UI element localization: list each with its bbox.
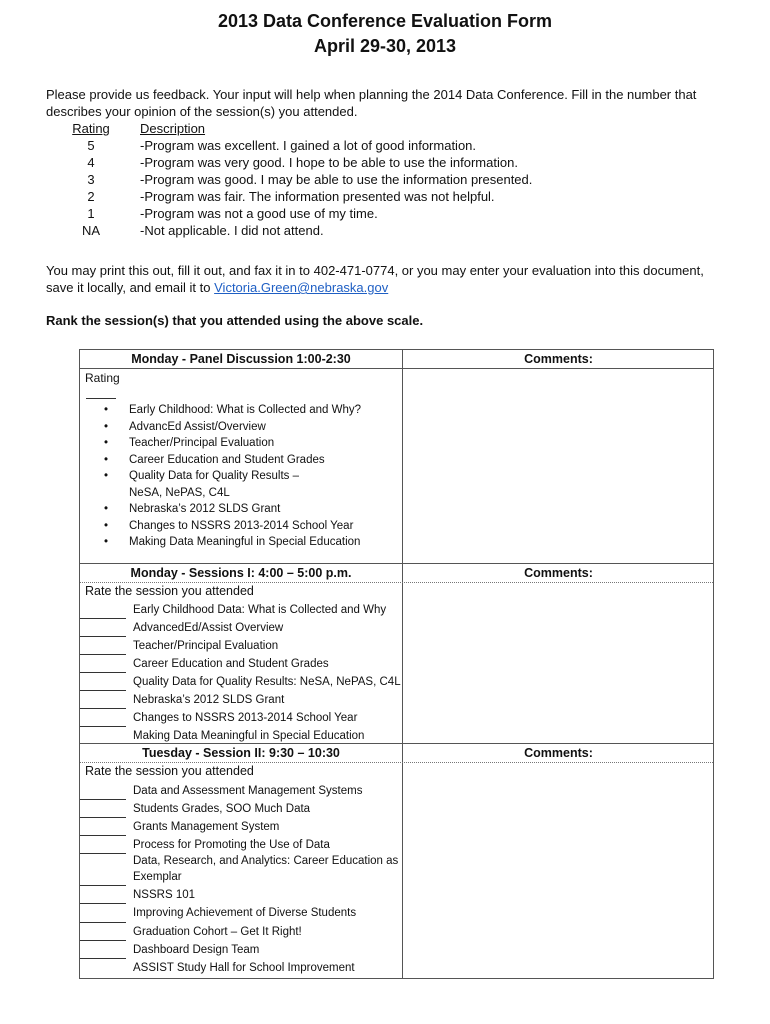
session-item: Nebraska’s 2012 SLDS Grant [133,694,285,706]
list-item: • Nebraska’s 2012 SLDS Grant [104,503,281,515]
rating-blank[interactable] [80,618,126,619]
scale-rating: 4 [87,155,95,170]
panel-topic-list [80,402,361,551]
scale-desc: -Program was excellent. I gained a lot of good information. [140,138,477,153]
session-item: Early Childhood Data: What is Collected and Why [133,604,387,616]
scale-row [46,188,532,205]
panel-rating-blank[interactable] [86,398,116,399]
scale-desc: -Program was good. I may be able to use the information presented. [140,172,533,187]
description-header: Description [140,121,206,136]
scale-row [46,154,532,171]
fax-line-2 [46,279,736,296]
session-item: NSSRS 101 [133,889,196,901]
scale-row [46,137,532,154]
scale-rating: 5 [87,138,95,153]
scale-row [46,205,532,222]
rating-blank[interactable] [80,885,126,886]
submission-instructions [46,262,736,296]
rating-blank[interactable] [80,708,126,709]
scale-row [46,171,532,188]
session-item: AdvancedEd/Assist Overview [133,622,284,634]
scale-desc: -Program was fair. The information presented was not helpful. [140,189,495,204]
session-item: Quality Data for Quality Results: NeSA, NePAS, C4L [133,676,401,688]
scale-rating: NA [81,223,101,238]
session-item-cont: Exemplar [133,871,182,883]
rating-blank[interactable] [80,690,126,691]
scale-desc: -Not applicable. I did not attend. [140,223,324,238]
session2-rate-label: Rate the session you attended [85,764,254,778]
scale-desc: -Program was very good. I hope to be able to use the information. [140,155,518,170]
scale-desc: -Program was not a good use of my time. [140,206,378,221]
list-item: • Early Childhood: What is Collected and Why? [104,404,362,416]
session1-rate-label: Rate the session you attended [85,584,254,598]
rating-blank[interactable] [80,672,126,673]
session-item: Teacher/Principal Evaluation [133,640,279,652]
comments-heading: Comments: [524,746,593,760]
form-date: April 29-30, 2013 [313,36,457,56]
session2-heading: Tuesday - Session II: 9:30 – 10:30 [142,746,340,760]
rating-blank[interactable] [80,922,126,923]
list-item: • Career Education and Student Grades [104,453,325,466]
session-item: Career Education and Student Grades [133,658,329,670]
session-item: Changes to NSSRS 2013-2014 School Year [133,712,358,724]
intro-line-2: describes your opinion of the session(s) you attended. [46,104,358,119]
comments-heading: Comments: [524,566,593,580]
session-item: Data and Assessment Management Systems [133,785,363,797]
rating-blank[interactable] [80,817,126,818]
session1-heading: Monday - Sessions I: 4:00 – 5:00 p.m. [130,566,352,580]
rank-instruction: Rank the session(s) that you attended using the above scale. [46,313,424,328]
list-item: • Teacher/Principal Evaluation [104,437,275,449]
panel-heading: Monday - Panel Discussion 1:00-2:30 [131,352,351,366]
session-item: Making Data Meaningful in Special Education [133,730,365,742]
rating-blank[interactable] [80,835,126,836]
scale-rating: 2 [87,189,95,204]
scale-rating: 3 [87,172,95,187]
evaluation-table [79,349,714,979]
rating-blank[interactable] [80,853,126,854]
rating-header: Rating [72,121,110,136]
session-item: Process for Promoting the Use of Data [133,839,330,851]
rating-blank[interactable] [80,799,126,800]
session-item: Data, Research, and Analytics: Career Education as [133,855,399,867]
list-item: • AdvancEd Assist/Overview [104,420,266,433]
rating-blank[interactable] [80,654,126,655]
scale-row [46,222,532,239]
list-item: • Quality Data for Quality Results – NeSA, NePAS, C4L [104,470,300,499]
rating-blank[interactable] [80,903,126,904]
form-title: 2013 Data Conference Evaluation Form [217,11,553,31]
session-item: Graduation Cohort – Get It Right! [133,926,302,938]
session-item: ASSIST Study Hall for School Improvement [133,962,355,974]
rating-blank[interactable] [80,636,126,637]
session-item: Grants Management System [133,821,280,833]
fax-line-2-prefix: save it locally, and email it to [46,280,215,295]
list-item: • Making Data Meaningful in Special Education [104,536,361,548]
panel-rating-label: Rating [85,371,120,385]
session-item: Improving Achievement of Diverse Students [133,907,357,919]
email-link[interactable]: Victoria.Green@nebraska.gov [214,280,389,295]
rating-blank[interactable] [80,958,126,959]
fax-line-1: You may print this out, fill it out, and fax it in to 402-471-0774, or you may enter your evaluation into this document, [46,263,704,278]
session-item: Dashboard Design Team [133,944,260,956]
rating-scale [46,120,532,239]
intro-line-1: Please provide us feedback. Your input will help when planning the 2014 Data Conference. Fill in the number that [46,87,697,102]
rating-blank[interactable] [80,726,126,727]
comments-heading: Comments: [524,352,593,366]
session-item: Students Grades, SOO Much Data [133,803,311,815]
scale-rating: 1 [87,206,95,221]
list-item: • Changes to NSSRS 2013-2014 School Year [104,519,354,532]
rating-blank[interactable] [80,940,126,941]
